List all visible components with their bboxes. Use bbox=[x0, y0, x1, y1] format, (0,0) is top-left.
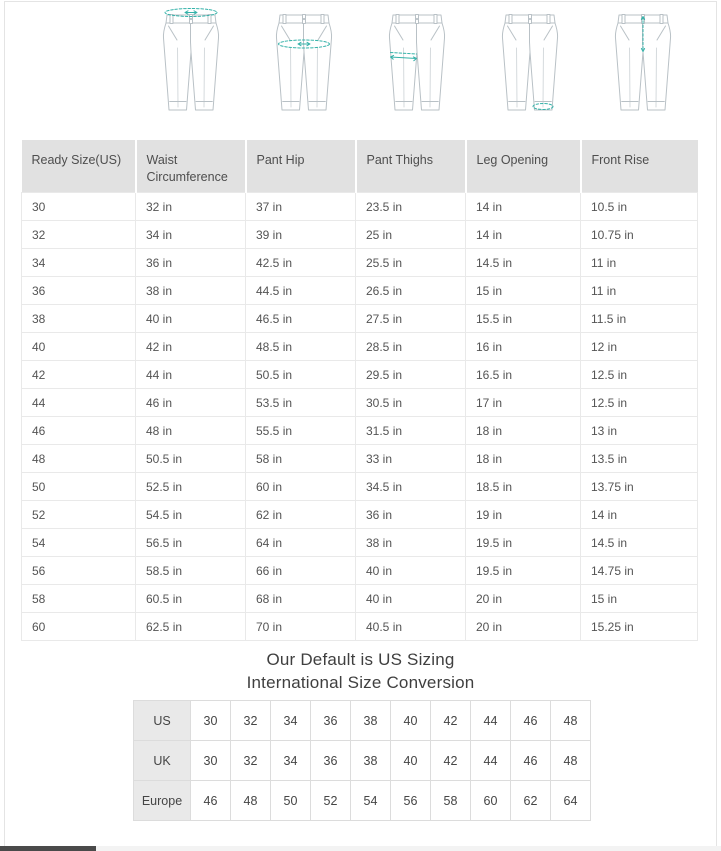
conversion-size-cell: 58 bbox=[431, 781, 471, 821]
column-header: Leg Opening bbox=[466, 140, 581, 192]
size-row bbox=[22, 500, 698, 528]
size-cell: 13 in bbox=[581, 416, 698, 444]
size-row bbox=[22, 304, 698, 332]
size-cell: 55.5 in bbox=[246, 416, 356, 444]
size-cell: 13.5 in bbox=[581, 444, 698, 472]
size-cell: 32 bbox=[22, 220, 136, 248]
size-cell: 52.5 in bbox=[136, 472, 246, 500]
conversion-heading bbox=[0, 648, 721, 694]
size-cell: 10.5 in bbox=[581, 192, 698, 220]
size-cell: 14.75 in bbox=[581, 556, 698, 584]
size-cell: 18 in bbox=[466, 416, 581, 444]
size-cell: 10.75 in bbox=[581, 220, 698, 248]
size-cell: 11 in bbox=[581, 276, 698, 304]
size-cell: 16 in bbox=[466, 332, 581, 360]
column-header: Pant Thighs bbox=[356, 140, 466, 192]
size-cell: 13.75 in bbox=[581, 472, 698, 500]
conversion-size-cell: 34 bbox=[271, 701, 311, 741]
column-header: Ready Size(US) bbox=[22, 140, 136, 192]
column-header: Pant Hip bbox=[246, 140, 356, 192]
horizontal-scrollbar-track[interactable] bbox=[0, 846, 721, 851]
conversion-size-cell: 44 bbox=[471, 741, 511, 781]
conversion-size-cell: 54 bbox=[351, 781, 391, 821]
size-cell: 54 bbox=[22, 528, 136, 556]
size-row bbox=[22, 472, 698, 500]
conversion-size-cell: 50 bbox=[271, 781, 311, 821]
size-cell: 12.5 in bbox=[581, 388, 698, 416]
size-cell: 36 in bbox=[136, 248, 246, 276]
size-cell: 23.5 in bbox=[356, 192, 466, 220]
size-cell: 11 in bbox=[581, 248, 698, 276]
size-cell: 48.5 in bbox=[246, 332, 356, 360]
size-cell: 20 in bbox=[466, 584, 581, 612]
size-row bbox=[22, 360, 698, 388]
size-cell: 46 in bbox=[136, 388, 246, 416]
size-cell: 32 in bbox=[136, 192, 246, 220]
size-row bbox=[22, 248, 698, 276]
pants-waist-circumference-icon bbox=[153, 4, 229, 120]
size-cell: 14 in bbox=[581, 500, 698, 528]
conversion-size-cell: 30 bbox=[191, 701, 231, 741]
conversion-size-cell: 36 bbox=[311, 701, 351, 741]
conversion-size-cell: 46 bbox=[511, 741, 551, 781]
conversion-size-cell: 38 bbox=[351, 701, 391, 741]
pants-front-rise-icon bbox=[605, 4, 681, 120]
size-cell: 18 in bbox=[466, 444, 581, 472]
size-cell: 46.5 in bbox=[246, 304, 356, 332]
size-cell: 16.5 in bbox=[466, 360, 581, 388]
size-cell: 54.5 in bbox=[136, 500, 246, 528]
size-cell: 34 bbox=[22, 248, 136, 276]
size-cell: 14 in bbox=[466, 192, 581, 220]
size-cell: 14 in bbox=[466, 220, 581, 248]
size-row bbox=[22, 388, 698, 416]
size-cell: 17 in bbox=[466, 388, 581, 416]
size-cell: 33 in bbox=[356, 444, 466, 472]
conversion-size-cell: 46 bbox=[511, 701, 551, 741]
size-cell: 19 in bbox=[466, 500, 581, 528]
size-cell: 34 in bbox=[136, 220, 246, 248]
conversion-size-cell: 52 bbox=[311, 781, 351, 821]
size-cell: 36 in bbox=[356, 500, 466, 528]
size-cell: 52 bbox=[22, 500, 136, 528]
size-row bbox=[22, 276, 698, 304]
size-row bbox=[22, 416, 698, 444]
size-cell: 62.5 in bbox=[136, 612, 246, 640]
size-cell: 29.5 in bbox=[356, 360, 466, 388]
size-cell: 44.5 in bbox=[246, 276, 356, 304]
size-row bbox=[22, 584, 698, 612]
international-conversion-table bbox=[133, 700, 591, 821]
column-header: Waist Circumference bbox=[136, 140, 246, 192]
size-cell: 38 in bbox=[356, 528, 466, 556]
pants-thigh-icon bbox=[379, 4, 455, 120]
conversion-size-cell: 48 bbox=[551, 701, 591, 741]
size-cell: 28.5 in bbox=[356, 332, 466, 360]
size-cell: 64 in bbox=[246, 528, 356, 556]
size-cell: 14.5 in bbox=[581, 528, 698, 556]
size-cell: 18.5 in bbox=[466, 472, 581, 500]
region-label-cell: Europe bbox=[134, 781, 191, 821]
conversion-size-cell: 32 bbox=[231, 701, 271, 741]
size-row bbox=[22, 220, 698, 248]
size-cell: 56.5 in bbox=[136, 528, 246, 556]
size-cell: 25 in bbox=[356, 220, 466, 248]
conversion-size-cell: 42 bbox=[431, 701, 471, 741]
size-cell: 39 in bbox=[246, 220, 356, 248]
size-cell: 50.5 in bbox=[136, 444, 246, 472]
size-cell: 15.5 in bbox=[466, 304, 581, 332]
size-cell: 42 in bbox=[136, 332, 246, 360]
region-label-cell: UK bbox=[134, 741, 191, 781]
heading-line-size-conversion: International Size Conversion bbox=[246, 673, 475, 692]
size-chart-table bbox=[21, 140, 698, 641]
pants-leg-opening-icon bbox=[492, 4, 568, 120]
size-cell: 70 in bbox=[246, 612, 356, 640]
size-cell: 56 bbox=[22, 556, 136, 584]
conversion-size-cell: 62 bbox=[511, 781, 551, 821]
size-row bbox=[22, 332, 698, 360]
size-row bbox=[22, 444, 698, 472]
size-cell: 40 in bbox=[356, 556, 466, 584]
size-cell: 34.5 in bbox=[356, 472, 466, 500]
conversion-size-cell: 32 bbox=[231, 741, 271, 781]
size-cell: 50 bbox=[22, 472, 136, 500]
size-cell: 66 in bbox=[246, 556, 356, 584]
size-cell: 38 bbox=[22, 304, 136, 332]
conversion-row bbox=[134, 741, 591, 781]
size-cell: 15 in bbox=[581, 584, 698, 612]
size-cell: 12 in bbox=[581, 332, 698, 360]
conversion-size-cell: 38 bbox=[351, 741, 391, 781]
size-cell: 62 in bbox=[246, 500, 356, 528]
region-label-cell: US bbox=[134, 701, 191, 741]
size-cell: 60 in bbox=[246, 472, 356, 500]
conversion-size-cell: 40 bbox=[391, 741, 431, 781]
conversion-size-cell: 44 bbox=[471, 701, 511, 741]
size-cell: 26.5 in bbox=[356, 276, 466, 304]
size-cell: 53.5 in bbox=[246, 388, 356, 416]
size-cell: 44 bbox=[22, 388, 136, 416]
conversion-size-cell: 46 bbox=[191, 781, 231, 821]
size-cell: 37 in bbox=[246, 192, 356, 220]
size-cell: 31.5 in bbox=[356, 416, 466, 444]
size-cell: 68 in bbox=[246, 584, 356, 612]
conversion-size-cell: 56 bbox=[391, 781, 431, 821]
size-cell: 15.25 in bbox=[581, 612, 698, 640]
size-row bbox=[22, 192, 698, 220]
size-cell: 11.5 in bbox=[581, 304, 698, 332]
size-cell: 12.5 in bbox=[581, 360, 698, 388]
conversion-size-cell: 60 bbox=[471, 781, 511, 821]
horizontal-scrollbar-thumb[interactable] bbox=[0, 846, 96, 851]
size-cell: 20 in bbox=[466, 612, 581, 640]
size-cell: 14.5 in bbox=[466, 248, 581, 276]
size-cell: 27.5 in bbox=[356, 304, 466, 332]
size-cell: 48 in bbox=[136, 416, 246, 444]
conversion-row bbox=[134, 701, 591, 741]
size-cell: 38 in bbox=[136, 276, 246, 304]
size-row bbox=[22, 528, 698, 556]
conversion-size-cell: 48 bbox=[231, 781, 271, 821]
size-cell: 36 bbox=[22, 276, 136, 304]
size-cell: 42 bbox=[22, 360, 136, 388]
size-cell: 40 in bbox=[136, 304, 246, 332]
pants-hip-icon bbox=[266, 4, 342, 120]
size-cell: 15 in bbox=[466, 276, 581, 304]
size-row bbox=[22, 556, 698, 584]
conversion-size-cell: 34 bbox=[271, 741, 311, 781]
conversion-row bbox=[134, 781, 591, 821]
size-cell: 19.5 in bbox=[466, 528, 581, 556]
size-cell: 50.5 in bbox=[246, 360, 356, 388]
size-chart-header-row bbox=[22, 140, 698, 192]
conversion-size-cell: 30 bbox=[191, 741, 231, 781]
conversion-size-cell: 48 bbox=[551, 741, 591, 781]
size-cell: 58.5 in bbox=[136, 556, 246, 584]
pant-measurement-illustrations bbox=[153, 4, 681, 120]
size-cell: 40 in bbox=[356, 584, 466, 612]
conversion-size-cell: 42 bbox=[431, 741, 471, 781]
size-cell: 40.5 in bbox=[356, 612, 466, 640]
size-cell: 42.5 in bbox=[246, 248, 356, 276]
conversion-size-cell: 40 bbox=[391, 701, 431, 741]
size-cell: 60 bbox=[22, 612, 136, 640]
size-cell: 25.5 in bbox=[356, 248, 466, 276]
size-cell: 44 in bbox=[136, 360, 246, 388]
column-header: Front Rise bbox=[581, 140, 698, 192]
size-cell: 48 bbox=[22, 444, 136, 472]
size-cell: 30 bbox=[22, 192, 136, 220]
size-cell: 40 bbox=[22, 332, 136, 360]
size-cell: 46 bbox=[22, 416, 136, 444]
size-cell: 58 bbox=[22, 584, 136, 612]
size-cell: 58 in bbox=[246, 444, 356, 472]
size-cell: 30.5 in bbox=[356, 388, 466, 416]
conversion-size-cell: 64 bbox=[551, 781, 591, 821]
size-row bbox=[22, 612, 698, 640]
size-cell: 19.5 in bbox=[466, 556, 581, 584]
heading-line-default-sizing: Our Default is US Sizing bbox=[266, 650, 455, 669]
conversion-size-cell: 36 bbox=[311, 741, 351, 781]
size-cell: 60.5 in bbox=[136, 584, 246, 612]
